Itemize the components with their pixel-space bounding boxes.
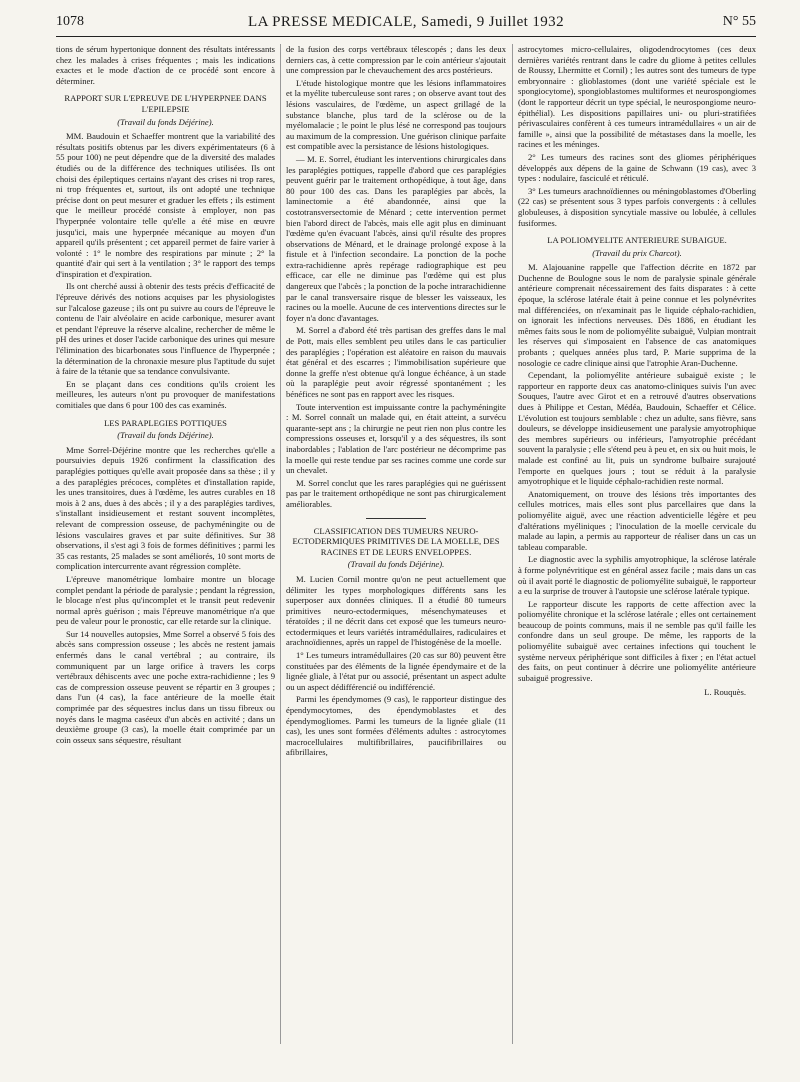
section-heading: CLASSIFICATION DES TUMEURS NEURO-ECTODERMIQUES PRIMITIVES DE LA MOELLE, DES RACINES ET DE LEURS ENVELOPPES. [292,525,500,557]
paragraph: M. Lucien Cornil montre qu'on ne peut actuellement que délimiter les types morphologiques différents sans les superposer aux données cliniques. Il a étudié 80 tumeurs primitives neuro-ectodermiques, mésenchymateuses et tératoïdes ; il ne décrit dans cet exposé que les tumeurs neuro-ectodermiques et leurs variétés intramédullaires, radiculaires et arachnoïdiennes, après un rappel de l'histogénèse de la moelle. [286,573,506,648]
issue-number: N° 55 [722,14,756,29]
section-subtitle: (Travail du prix Charcot). [592,247,682,258]
header-rule [56,36,756,37]
column-1 [56,44,275,1044]
paragraph: M. Alajouanine rappelle que l'affection décrite en 1872 par Duchenne de Boulogne sous le nom de paralysie spinale générale antérieure comprenait nécessairement des faits disparates : à cette époque, la sclérose latérale était à peine connue et les polynévrites mal différenciées, on n'examinait pas le liquide céphalo-rachidien, on ignorait les infections nerveuses. Dès 1886, en étudiant les mêmes faits sous le nom de poliomyélite subaiguë, Vulpian montrait les réserves qui s'imposaient en l'absence de cas anatomiques probants ; quelques années plus tard, P. Marie supprima de la nosologie ce cadre clinique ainsi que l'atrophie Aran-Duchenne. [518,262,756,368]
paragraph: L'étude histologique montre que les lésions inflammatoires et la myélite tuberculeuse sont rares ; on observe avant tout des lésions vasculaires, de l'œdème, un aspect grillagé de la substance blanche, plus tard de la sclérose ou de la myélomalacie ; le point le plus lésé ne correspond pas toujours au maximum de la compression. Une guérison clinique parfaite est compatible avec la persistance de lésions histologiques. [286,77,506,152]
section-subtitle: (Travail du fonds Déjérine). [117,430,214,441]
paragraph: de la fusion des corps vertébraux télescopés ; dans les deux derniers cas, à cette compression par le coin antérieur s'ajoutait une compression par le chevauchement des arcs postérieurs. [286,44,506,76]
section-heading: LES PARAPLEGIES POTTIQUES [104,417,227,428]
column-3 [518,44,756,1044]
paragraph: 2° Les tumeurs des racines sont des gliomes périphériques développés aux dépens de la gaine de Schwann (19 cas), avec 3 types : nodulaire, fasciculé et réticulé. [518,151,756,184]
paragraph: Le diagnostic avec la syphilis amyotrophique, la sclérose latérale à forme polynévritique est en général assez facile ; mais dans un cas où il avait porté le diagnostic de poliomyélite subaiguë, le rapporteur a eu la surprise de trouver à l'autopsie une sclérose latérale typique. [518,554,756,597]
paragraph: Anatomiquement, on trouve des lésions très importantes des cellules motrices, mais elles sont plus parcellaires que dans la poliomyélite aiguë, avec une réaction adventicielle légère et peu d'altérations myéliniques ; l'inoculation de la moelle cervicale du malade au lapin, a permis au rapporteur de réaliser dans un cas un tableau comparable. [518,488,756,552]
column-separator [512,44,513,1044]
paragraph: Mme Sorrel-Déjérine montre que les recherches qu'elle a poursuivies depuis 1926 confirment la classification des paraplégies pottiques qu'elle avait proposée dans sa thèse ; il y a des paraplégies précoces, complètes et d'installation rapide, les unes transitoires, dues à l'œdème, les autres curables en 18 mois à 2 ans, dues à des abcès ; il y a des paraplégies tardives, s'installant insidieusement et restant souvent incomplètes, relevant de compression osseuse, de pachyméningite ou de lésions vasculaires graves et par suite définitives. Sur 38 observations, il s'est agi 3 fois de formes définitives ; parmi les 35 cas restants, 25 malades se sont améliorés, 10 sont morts de complication intercurrente avant régression complète. [56,444,275,572]
paragraph: astrocytomes micro-cellulaires, oligodendrocytomes (ces deux dernières variétés rentrant dans le cadre du gliome à petites cellules de Roussy, Lhermitte et Cornil) ; les autres sont des tumeurs de type embryonnaire : glioblastomes (dont une variété spéciale est le spongiocytome), spongioblastomes multiformes et neurospongiomes (dont le rapporteur décrit un type spécial, le neurospongiome neuro-épithélial). Les dispositions papillaires uni- ou pluri-stratifiées périvasculaires confèrent à ces tumeurs intramédullaires « un air de famille », ainsi que la possibilité de métastases dans la moelle, les racines et les méninges. [518,44,756,150]
paragraph: — M. E. Sorrel, étudiant les interventions chirurgicales dans les paraplégies pottiques, rappelle d'abord que ces paraplégies peuvent guérir par le traitement orthopédique, à tout âge, dans 80 pour 100 des cas. Dans les paraplégies par abcès, la laminectomie a été abandonnée, ainsi que la costotransversectomie de Ménard ; cette intervention permet bien l'abord direct de l'abcès, mais elle agit plus en diminuant l'œdème qu'en évacuant l'abcès, ainsi qu'il résulte des propres observations de Ménard, et le drainage prolongé expose à la fistule et à l'infection secondaire. La ponction de la poche extra-rachidienne après repérage radiographique est peu efficace, car elle ne diminue pas l'œdème qui est plus dangereux que l'abcès ; la ponction de la poche intrarachidienne par le canal transversaire risque de blesser les vaisseaux, les racines ou la moelle. Aucune de ces interventions directes sur le foyer n'a donc d'avantages. [286,153,506,323]
page-header [56,14,756,34]
paragraph: Le rapporteur discute les rapports de cette affection avec la poliomyélite chronique et la sclérose latérale ; elles ont certainement beaucoup de points communs, mais il ne semble pas qu'il faille les confondre dans un seul groupe. De même, les rapports de la poliomyélite subaiguë avec certaines infections qui touchent le système nerveux périphérique sont difficiles à fixer ; en l'état actuel des faits, on peut continuer à décrire une poliomyélite antérieure subaiguë progressive. [518,598,756,683]
section-subtitle: (Travail du fonds Déjérine). [347,559,445,570]
paragraph: tions de sérum hypertonique donnent des résultats intéressants chez les malades à crises fréquentes ; mais les indications exactes et le mode d'action de ce procédé sont encore à déterminer. [56,44,275,86]
paragraph: MM. Baudouin et Schaeffer montrent que la variabilité des résultats positifs obtenus par les divers expérimentateurs (6 à 55 pour 100) ne peut dépendre que de la diversité des malades étudiés ou de la différence des techniques utilisées. Ils ont choisi des épileptiques certains n'ayant des crises ni trop rares, ni trop fréquentes et, surtout, ils ont adopté une technique précise dont on peut mesurer et graduer les effets ; ils estiment que le meilleur procédé consiste à employer, non pas l'hyperpnée volontaire telle qu'elle a été mise en œuvre jusqu'ici, mais une hyperpnée mécanique au moyen d'un appareil qu'ils présentent ; cet appareil permet de faire varier à volonté : 1° le nombre des respirations par minute ; 2° la quantité d'air qui sert à la ventilation ; 3° le rapport des temps d'inspiration et d'expiration. [56,131,275,279]
journal-title: LA PRESSE MEDICALE, Samedi, 9 Juillet 1932 [248,14,564,30]
paragraph: 1° Les tumeurs intramédullaires (20 cas sur 80) peuvent être constituées par des éléments de la lignée épendymaire et de la lignée gliale, à l'état pur ou associé, présentant un aspect adulte ou un aspect dédifférencié ou indifférencié. [286,650,506,692]
column-separator [280,44,281,1044]
paragraph: Sur 14 nouvelles autopsies, Mme Sorrel a observé 5 fois des abcès sans compression osseuse ; les abcès ne restent jamais enfermés dans le canal vertébral ; au contraire, ils communiquent par un large orifice à travers les corps vertébraux déhiscents avec une poche extra-rachidienne ; les 9 cas de compression osseuse peuvent se répartir en 3 groupes ; dans l'un (4 cas), la face antérieure de la moelle était comprimée par des séquestres inclus dans un tissu fibreux ou noyés dans le magma caséeux d'un abcès en activité ; dans un deuxième groupe (3 cas), la moelle était comprimée par un coin osseux sans séquestre, résultant [56,628,275,745]
author-signature: L. Rouquès. [704,687,746,698]
paragraph: L'épreuve manométrique lombaire montre un blocage complet pendant la période de paralysie ; pendant la régression, le blocage n'est plus qu'incomplet et le transit peut redevenir normal après guérison ; mais l'épreuve manométrique n'a que peu de valeur pour le pronostic, car elle retarde sur la clinique. [56,573,275,627]
paragraph: Parmi les épendymomes (9 cas), le rapporteur distingue des épendymocytomes, des épendymoblastes et des épendymogliomes. Parmi les tumeurs de la lignée gliale (11 cas), les unes sont formées d'éléments adultes : astrocytomes macrocellulaires multifibrillaires, paucifibrillaires ou afibrillaires, [286,694,506,758]
paragraph: 3° Les tumeurs arachnoïdiennes ou méningoblastomes d'Oberling (22 cas) se présentent sous 3 types parfois convergents : à cellules globuleuses, à disposition syncytiale massive ou lobulée, à cellules fusiformes. [518,185,756,228]
section-subtitle: (Travail du fonds Déjérine). [117,116,214,127]
column-2 [286,44,506,1044]
page-number: 1078 [56,14,84,29]
paragraph: M. Sorrel a d'abord été très partisan des greffes dans le mal de Pott, mais elles semblent peu utiles dans le cas particulier des paraplégies ; l'opération est aléatoire en raison du mauvais état général et des escarres ; l'immobilisation supérieure que donne la greffe n'est obtenue qu'à longue échéance, à un stade où la paraplégie peut avoir régressé spontanément ; les bénéfices ne sont pas en rapport avec les risques. [286,325,506,399]
section-heading: RAPPORT SUR L'EPREUVE DE L'HYPERPNEE DANS L'EPILEPSIE [64,93,267,114]
paragraph: Ils ont cherché aussi à obtenir des tests précis d'efficacité de l'épreuve dérivés des notions acquises par les physiologistes sur l'alcalose gazeuse ; ils ont pu suivre au cours de l'épreuve le contenu de l'air alvéolaire en acide carbonique, mesurer avant et pendant l'épreuve la réserve alcaline, rechercher de même le pH des urines et doser l'acide carbonique des urines qui mesure l'élimination des bicarbonates sous l'influence de l'hyperpnée ; la détermination de la chronaxie mesure plus l'aptitude du sujet à faire de la tétanie que sa tendance convulsivante. [56,281,275,377]
paragraph: Toute intervention est impuissante contre la pachyméningite : M. Sorrel connaît un malade qui, en était atteint, a survécu quarante-sept ans ; la chirurgie ne peut rien non plus contre les compressions osseuses et, lorsqu'il y a des séquestres, ils sont inabordables ; l'ablation de l'arc postérieur ne décomprime pas la moelle qui reste tendue par ses racines comme une corde sur un chevalet. [286,401,506,476]
paragraph: En se plaçant dans ces conditions qu'ils croient les meilleures, les auteurs n'ont pu provoquer de manifestations comitiales que dans 6 pour 100 des cas examinés. [56,378,275,410]
section-heading: LA POLIOMYELITE ANTERIEURE SUBAIGUE. [547,235,727,246]
paragraph: Cependant, la poliomyélite antérieure subaiguë existe ; le rapporteur en rapporte deux cas anatomo-cliniques suivis l'un avec Souques, l'autre avec Girot et en a retrouvé d'autres observations dues à Philippe et Cestan, Médéa, Baudouin, Schaeffer et Célice. L'évolution est toujours semblable : chez un adulte, sans fièvre, sans douleurs, se développe insidieusement une paralysie amyotrophique des membres supérieurs ou inférieurs, l'amyotrophie précédant souvent la paralysie ; elle s'étend peu à peu et, en six ou huit mois, le malade est confiné au lit, puis un syndrome bulbaire surajouté l'emporte en quelques jours ; tout se réduit à la paralysie amyotrophique et le liquide céphalo-rachidien reste normal. [518,370,756,487]
section-divider [366,518,426,519]
paragraph: M. Sorrel conclut que les rares paraplégies qui ne guérissent pas par le traitement orthopédique ne sont pas chirurgicalement améliorables. [286,477,506,509]
